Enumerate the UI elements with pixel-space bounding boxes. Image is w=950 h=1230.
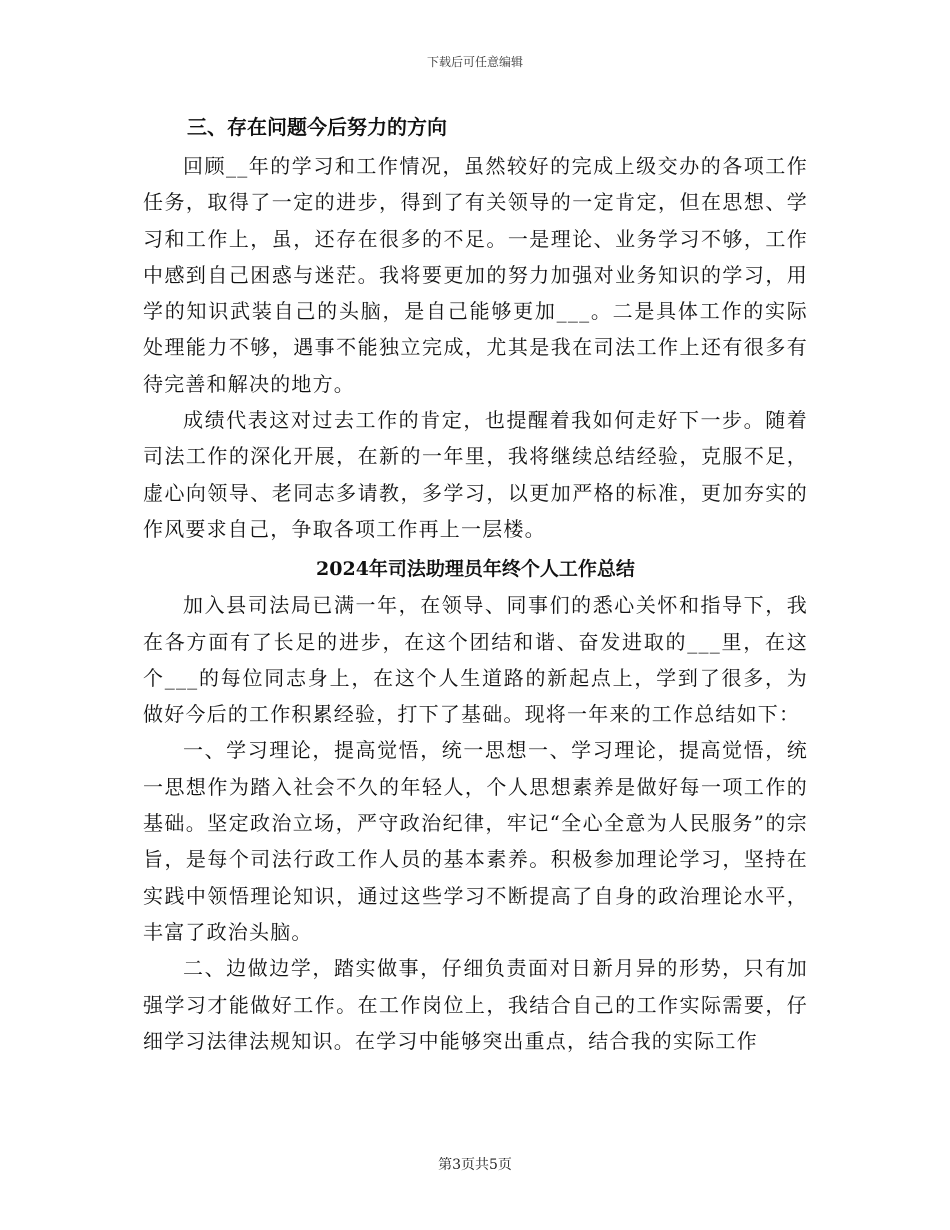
page-number: 第3页共5页 [438,1157,512,1173]
section-heading-3: 三、存在问题今后努力的方向 [187,115,447,139]
paragraph-learn-by-doing: 二、边做边学，踏实做事，仔细负责面对日新月异的形势，只有加强学习才能做好工作。在工作岗位上，我结合自己的工作实际需要，仔细学习法律法规知识。在学习中能够突出重点，结合我的实际工作 [143,956,808,1053]
paragraph-achievements: 成绩代表这对过去工作的肯定，也提醒着我如何走好下一步。随着司法工作的深化开展，在新的一年里，我将继续总结经验，克服不足，虚心向领导、老同志多请教，多学习，以更加严格的标准，更加夯实的作风要求自己，争取各项工作再上一层楼。 [143,408,808,541]
document-body [143,112,808,1059]
document-title: 2024年司法助理员年终个人工作总结 [316,558,635,581]
paragraph-review: 回顾__年的学习和工作情况，虽然较好的完成上级交办的各项工作任务，取得了一定的进步，得到了有关领导的一定肯定，但在思想、学习和工作上，虽，还存在很多的不足。一是理论、业务学习不够，工作中感到自己困惑与迷茫。我将要更加的努力加强对业务知识的学习，用学的知识武装自己的头脑，是自己能够更加___。二是具体工作的实际处理能力不够，遇事不能独立完成，尤其是我在司法工作上还有很多有待完善和解决的地方。 [143,154,808,396]
paragraph-intro: 加入县司法局已满一年，在领导、同事们的悉心关怀和指导下，我在各方面有了长足的进步，在这个团结和谐、奋发进取的___里，在这个___的每位同志身上，在这个人生道路的新起点上，学到了很多，为做好今后的工作积累经验，打下了基础。现将一年来的工作总结如下： [143,593,808,727]
header-note: 下载后可任意编辑 [426,55,523,69]
paragraph-theory-study: 一、学习理论，提高觉悟，统一思想一、学习理论，提高觉悟，统一思想作为踏入社会不久的年轻人，个人思想素养是做好每一项工作的基础。坚定政治立场，严守政治纪律，牢记“全心全意为人民服务”的宗旨，是每个司法行政工作人员的基本素养。积极参加理论学习，坚持在实践中领悟理论知识，通过这些学习不断提高了自身的政治理论水平，丰富了政治头脑。 [143,738,808,944]
